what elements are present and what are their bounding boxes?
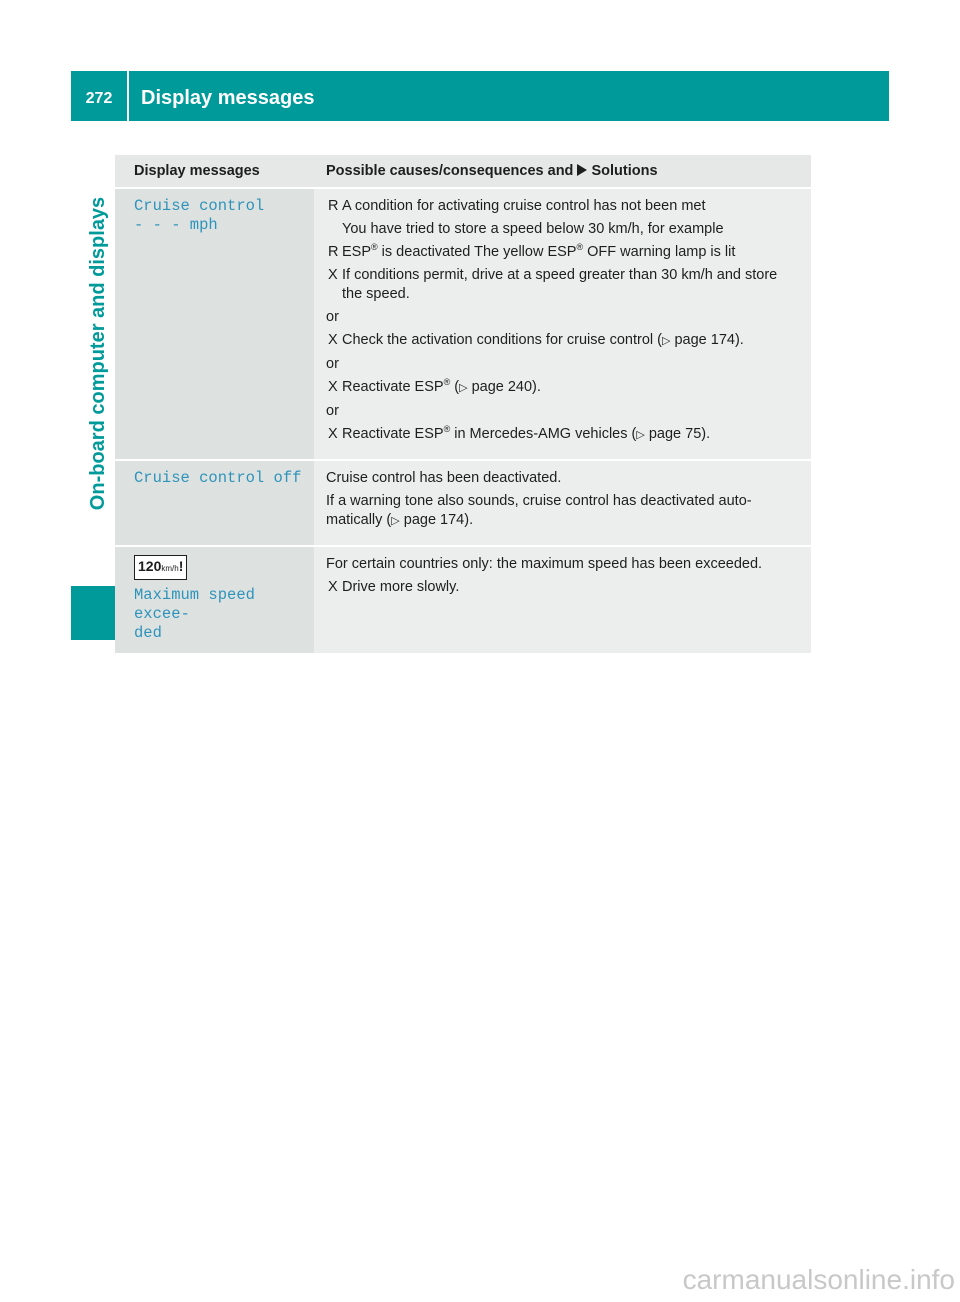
solution-text: Drive more slowly.: [342, 579, 460, 595]
cause-text: For certain countries only: the maximum speed has been exceeded.: [326, 556, 763, 572]
display-messages-table: [115, 155, 811, 653]
watermark: carmanualsonline.info: [682, 1264, 955, 1295]
solution-step: [326, 578, 801, 597]
or-separator: or: [326, 356, 339, 372]
solution-text: Check the activation conditions for cruise control (: [342, 332, 662, 348]
action-arrow-icon: X: [328, 579, 338, 595]
cause-detail: You have tried to store a speed below 30 km/h, for example: [342, 221, 724, 237]
solution-step: [326, 331, 801, 351]
page-reference[interactable]: page 174).: [674, 332, 744, 348]
column-header-solutions-suffix: Solutions: [591, 162, 658, 179]
column-header-solutions-label: Possible causes/consequences and: [326, 162, 574, 179]
cause-detail: [326, 492, 801, 531]
solution-step: [326, 378, 801, 398]
cause-text: ESP: [342, 244, 372, 260]
table-header-row: [115, 155, 811, 188]
speed-value: 120: [138, 558, 162, 574]
message-cell: [115, 188, 314, 460]
action-arrow-icon: X: [328, 379, 338, 395]
or-separator: or: [326, 309, 339, 325]
speed-warning-mark: !: [178, 558, 184, 574]
action-arrow-icon: [577, 164, 587, 176]
speed-unit: km/h: [161, 564, 179, 573]
cause-item: [326, 197, 801, 216]
page-reference[interactable]: page 75).: [648, 426, 711, 442]
solution-text: If conditions permit, drive at a speed greater than 30 km/h and store the speed.: [342, 267, 778, 302]
table-row: [115, 546, 811, 653]
page-reference[interactable]: page 174).: [403, 512, 474, 528]
page-title: Display messages: [141, 86, 315, 109]
cause-text: is deactivated The yellow ESP: [377, 244, 577, 260]
cause-text: OFF warning lamp is lit: [583, 244, 736, 260]
page-reference-icon: ▷: [636, 429, 645, 441]
registered-mark: ®: [443, 424, 451, 435]
action-arrow-icon: X: [328, 426, 338, 442]
cause-text: If a warning tone also sounds, cruise control has deactivated auto-matically (: [326, 493, 752, 528]
solution-text: in Mercedes-AMG vehicles (: [450, 426, 637, 442]
message-text: Cruise control off: [134, 469, 302, 487]
page-reference[interactable]: page 240).: [471, 379, 541, 395]
action-arrow-icon: X: [328, 332, 338, 348]
side-title: On-board computer and displays: [87, 196, 110, 511]
column-header-messages: Display messages: [115, 155, 314, 188]
cause-text: A condition for activating cruise control has not been met: [342, 198, 706, 214]
header-divider: [127, 71, 129, 121]
or-separator: or: [326, 403, 339, 419]
page-reference-icon: ▷: [661, 335, 671, 347]
action-arrow-icon: X: [328, 267, 338, 283]
bullet-icon: R: [328, 244, 339, 260]
cause-item: [326, 243, 801, 262]
solution-text: Reactivate ESP: [342, 379, 444, 395]
message-text: Maximum speed excee-: [134, 586, 255, 623]
speed-limit-icon: [134, 555, 187, 580]
solution-cell: [314, 188, 811, 460]
open-paren: (: [450, 379, 460, 395]
table-row: [115, 460, 811, 546]
solution-step: [326, 425, 801, 445]
solution-cell: [314, 460, 811, 546]
page-reference-icon: ▷: [459, 382, 468, 394]
page-number: 272: [85, 90, 113, 107]
solution-step: [326, 266, 801, 304]
solution-cell: [314, 546, 811, 653]
message-text-line2: - - - mph: [134, 216, 218, 234]
message-text-line2: ded: [134, 624, 162, 642]
registered-mark: ®: [371, 242, 378, 253]
page-reference-icon: ▷: [391, 515, 400, 527]
bullet-icon: R: [328, 198, 339, 214]
table-row: [115, 188, 811, 460]
registered-mark: ®: [443, 377, 451, 388]
message-cell: [115, 460, 314, 546]
cause-text: Cruise control has been deactivated.: [326, 470, 562, 486]
message-text: Cruise control: [134, 197, 265, 215]
message-cell: [115, 546, 314, 653]
registered-mark: ®: [576, 242, 584, 253]
solution-text: Reactivate ESP: [342, 426, 444, 442]
column-header-solutions: [314, 155, 811, 188]
